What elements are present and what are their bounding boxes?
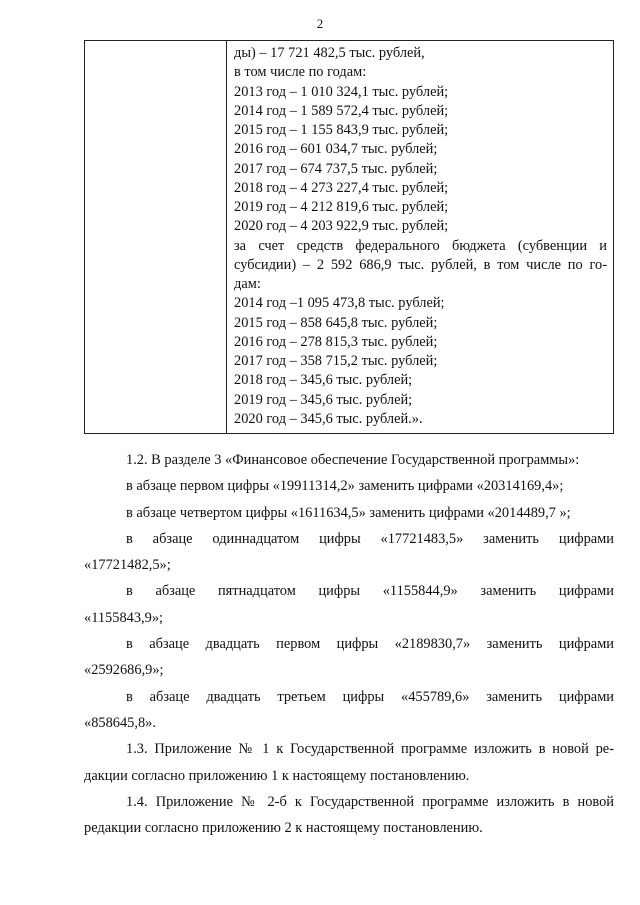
table-line: 2015 год – 858 645,8 тыс. рублей; bbox=[234, 314, 438, 331]
table-line: 2020 год – 345,6 тыс. рублей.». bbox=[234, 410, 423, 427]
table-line: 2014 год –1 095 473,8 тыс. рублей; bbox=[234, 295, 445, 312]
paragraph-fourth-abzac: в абзаце четвертом цифры «1611634,5» заменить цифрами «2014489,7 »; bbox=[126, 504, 571, 521]
table-line: за счет средств федерального бюджета (субвенции и bbox=[234, 237, 607, 254]
paragraph-eleventh-abzac-line2: «17721482,5»; bbox=[84, 557, 171, 574]
table-line: 2018 год – 345,6 тыс. рублей; bbox=[234, 372, 413, 389]
table-line: 2019 год – 4 212 819,6 тыс. рублей; bbox=[234, 199, 449, 215]
paragraph-1-4-line2: редакции согласно приложению 2 к настоящему постановлению. bbox=[84, 820, 483, 837]
paragraph-1-4-line1: 1.4. Приложение № 2-б к Государственной программе изложить в новой bbox=[126, 793, 614, 810]
paragraph-fifteenth-abzac-line2: «1155843,9»; bbox=[84, 609, 164, 626]
paragraph-twenty-first-abzac-line2: «2592686,9»; bbox=[84, 662, 164, 679]
document-body bbox=[84, 447, 614, 841]
table-line: 2016 год – 278 815,3 тыс. рублей; bbox=[234, 333, 438, 350]
paragraph-first-abzac: в абзаце первом цифры «19911314,2» заменить цифрами «20314169,4»; bbox=[126, 478, 564, 495]
paragraph-eleventh-abzac-line1: в абзаце одиннадцатом цифры «17721483,5» заменить цифрами bbox=[126, 530, 614, 547]
table-line: 2015 год – 1 155 843,9 тыс. рублей; bbox=[234, 122, 449, 138]
table-column-divider bbox=[226, 41, 227, 433]
table-line: ды) – 17 721 482,5 тыс. рублей, bbox=[234, 45, 425, 61]
paragraph-1-3-line1: 1.3. Приложение № 1 к Государственной программе изложить в новой ре- bbox=[126, 741, 614, 758]
funding-table bbox=[84, 40, 614, 434]
paragraph-twenty-third-abzac-line1: в абзаце двадцать третьем цифры «455789,6» заменить цифрами bbox=[126, 688, 614, 705]
table-line: 2017 год – 358 715,2 тыс. рублей; bbox=[234, 353, 438, 369]
page-number: 2 bbox=[316, 16, 324, 31]
table-line: в том числе по годам: bbox=[234, 64, 367, 81]
paragraph-1-3-line2: дакции согласно приложению 1 к настоящему постановлению. bbox=[84, 767, 470, 784]
table-line: 2019 год – 345,6 тыс. рублей; bbox=[234, 391, 413, 408]
table-line: 2013 год – 1 010 324,1 тыс. рублей; bbox=[234, 83, 449, 100]
table-right-cell bbox=[234, 44, 607, 429]
paragraph-twenty-third-abzac-line2: «858645,8». bbox=[84, 714, 156, 731]
table-line: 2014 год – 1 589 572,4 тыс. рублей; bbox=[234, 102, 449, 119]
table-line: 2016 год – 601 034,7 тыс. рублей; bbox=[234, 141, 438, 158]
table-line: дам: bbox=[234, 276, 261, 292]
table-line: 2018 год – 4 273 227,4 тыс. рублей; bbox=[234, 179, 449, 196]
paragraph-fifteenth-abzac-line1: в абзаце пятнадцатом цифры «1155844,9» заменить цифрами bbox=[126, 583, 614, 600]
paragraph-1-2: 1.2. В разделе 3 «Финансовое обеспечение Государственной программы»: bbox=[126, 452, 580, 468]
paragraph-twenty-first-abzac-line1: в абзаце двадцать первом цифры «2189830,7» заменить цифрами bbox=[126, 636, 614, 653]
table-line: субсидии) – 2 592 686,9 тыс. рублей, в том числе по го- bbox=[234, 256, 607, 273]
table-line: 2017 год – 674 737,5 тыс. рублей; bbox=[234, 160, 438, 177]
table-line: 2020 год – 4 203 922,9 тыс. рублей; bbox=[234, 218, 449, 235]
